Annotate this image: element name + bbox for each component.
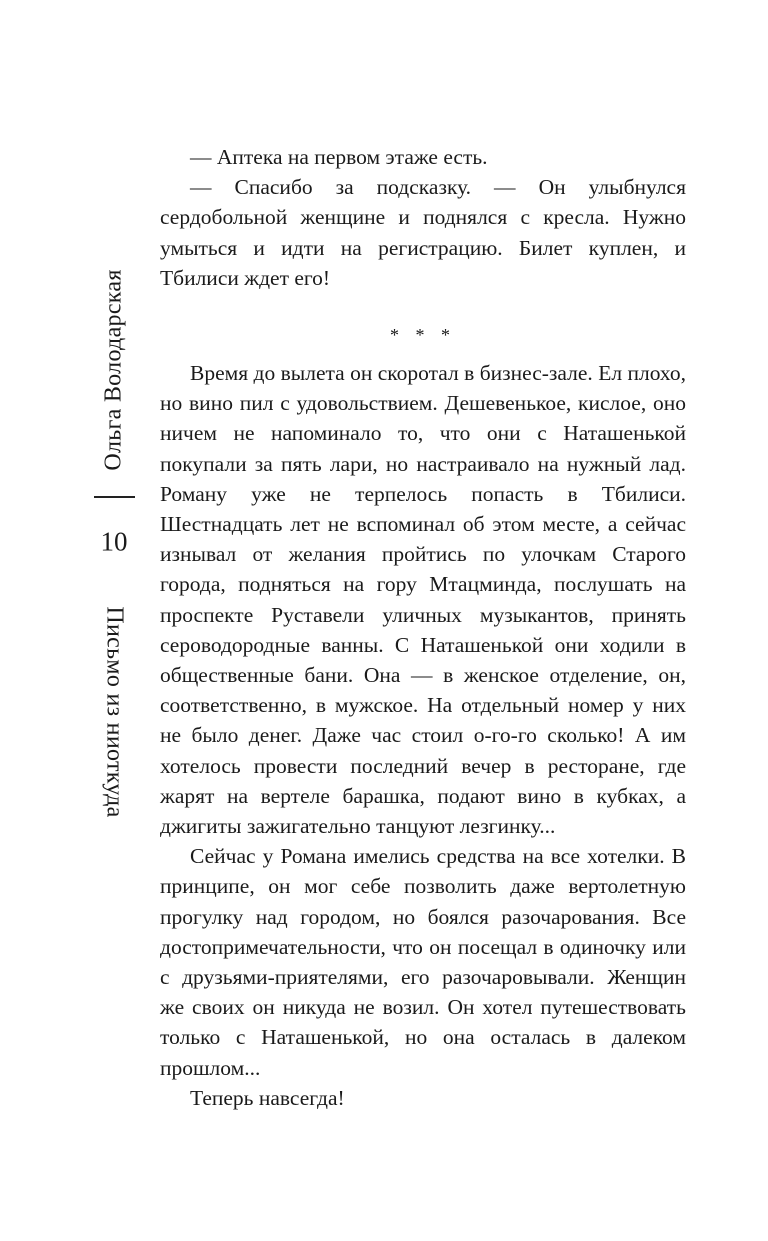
paragraph: Теперь навсегда! (190, 1085, 345, 1110)
body-text (160, 142, 686, 1113)
paragraph: Сейчас у Романа имелись средства на все хотелки. В принципе, он мог себе позволить даже вертолетную прогулку над городом, но боялся разочарования. Все достопримечательности, что он посещал в одиночку или с друзьями-приятелями, его разочаровывали. Женщин же своих он никуда не возил. Он хотел путешествовать только с Наташенькой, но она осталась в далеком прошлом... (160, 844, 686, 1080)
running-head-divider (94, 496, 135, 498)
paragraph: — Аптека на первом этаже есть. (190, 145, 488, 169)
section-separator: * * * (390, 325, 456, 346)
paragraph: Время до вылета он скоротал в бизнес-зале. Ел плохо, но вино пил с удовольствием. Дешевенькое, кислое, оно ничем не напоминало то, что они с Наташенькой покупали за пять лари, но настраивало на нужный лад. Роману уже не терпелось попасть в Тбилиси. Шестнадцать лет не вспоминал об этом месте, а сейчас изнывал от желания пройтись по улочкам Старого города, подняться на гору Мтацминда, послушать на проспекте Руставели уличных музыкантов, принять сероводородные ванны. С Наташенькой они ходили в общественные бани. Она — в женское отделение, он, соответственно, в мужское. На отдельный номер у них не было денег. Даже час стоил о-го-го сколько! А им хотелось провести последний вечер в ресторане, где жарят на вертеле барашка, подают вино в кубках, а джигиты зажигательно танцуют лезгинку... (160, 361, 686, 839)
running-head-author: Ольга Володарская (100, 269, 127, 471)
paragraph: — Спасибо за подсказку. — Он улыбнулся сердобольной женщине и поднялся с кресла. Нужно умыться и идти на регистрацию. Билет куплен, и Тбилиси ждет его! (160, 175, 686, 290)
page-number: 10 (100, 526, 128, 557)
running-head-book-title: Письмо из ниоткуда (101, 606, 128, 818)
